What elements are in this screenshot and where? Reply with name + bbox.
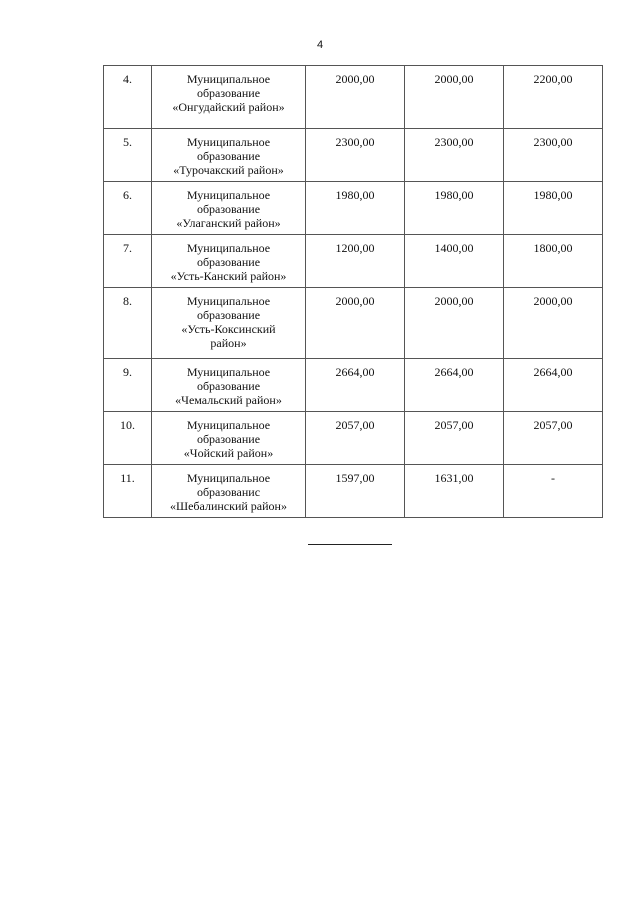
value-cell-1: 2000,00 (306, 66, 405, 129)
municipality-name-line: Муниципальное (186, 241, 271, 255)
municipality-name-line: Муниципальное (186, 418, 271, 432)
municipality-name-cell (152, 182, 306, 235)
municipality-name-line: «Улаганский район» (176, 216, 281, 230)
municipality-name-line: «Турочакский район» (173, 163, 284, 177)
end-rule-divider (308, 544, 392, 545)
table-row (104, 359, 603, 412)
row-number-cell: 4. (104, 66, 152, 129)
table-row (104, 465, 603, 518)
municipality-name-line: Муниципальное (186, 188, 271, 202)
municipality-name-line: «Усть-Коксинский (181, 322, 276, 336)
municipality-name-cell (152, 66, 306, 129)
value-cell-2: 1980,00 (405, 182, 504, 235)
municipality-name-cell (152, 465, 306, 518)
value-cell-3: 2664,00 (504, 359, 603, 412)
value-cell-2: 1631,00 (405, 465, 504, 518)
value-cell-1: 2000,00 (306, 288, 405, 359)
municipality-name-line: «Шебалинский район» (170, 499, 287, 513)
value-cell-3: 2057,00 (504, 412, 603, 465)
value-cell-1: 2664,00 (306, 359, 405, 412)
value-cell-1: 1980,00 (306, 182, 405, 235)
municipality-name-line: образование (196, 308, 261, 322)
row-number-cell: 8. (104, 288, 152, 359)
municipality-name-line: образование (196, 379, 261, 393)
table-row (104, 288, 603, 359)
municipality-name-line: «Онгудайский район» (172, 100, 285, 114)
table-row (104, 412, 603, 465)
municipality-name-line: «Чемальский район» (175, 393, 282, 407)
row-number-cell: 6. (104, 182, 152, 235)
municipality-name-line: «Усть-Канский район» (170, 269, 287, 283)
table-row (104, 182, 603, 235)
value-cell-3: 2200,00 (504, 66, 603, 129)
page-number: 4 (316, 39, 324, 51)
municipality-name-line: Муниципальное (186, 294, 271, 308)
value-cell-1: 2300,00 (306, 129, 405, 182)
municipality-name-line: Муниципальное (186, 72, 271, 86)
municipality-name-line: образованис (196, 485, 261, 499)
table-row (104, 66, 603, 129)
municipality-name-line: «Чойский район» (183, 446, 274, 460)
municipality-name-line: Муниципальное (186, 135, 271, 149)
municipality-name-line: Муниципальное (186, 471, 271, 485)
row-number-cell: 9. (104, 359, 152, 412)
data-table (103, 65, 603, 518)
value-cell-2: 2000,00 (405, 66, 504, 129)
value-cell-3: - (504, 465, 603, 518)
value-cell-2: 1400,00 (405, 235, 504, 288)
value-cell-1: 2057,00 (306, 412, 405, 465)
table-row (104, 235, 603, 288)
value-cell-1: 1200,00 (306, 235, 405, 288)
municipality-name-cell (152, 359, 306, 412)
row-number-cell: 10. (104, 412, 152, 465)
value-cell-2: 2664,00 (405, 359, 504, 412)
value-cell-2: 2057,00 (405, 412, 504, 465)
value-cell-2: 2300,00 (405, 129, 504, 182)
value-cell-2: 2000,00 (405, 288, 504, 359)
municipality-name-line: образование (196, 255, 261, 269)
row-number-cell: 11. (104, 465, 152, 518)
table-body (104, 66, 603, 518)
value-cell-3: 1980,00 (504, 182, 603, 235)
municipality-name-line: образование (196, 202, 261, 216)
municipality-name-cell (152, 288, 306, 359)
municipality-name-cell (152, 235, 306, 288)
value-cell-3: 1800,00 (504, 235, 603, 288)
municipality-name-cell (152, 129, 306, 182)
municipality-name-cell (152, 412, 306, 465)
municipality-name-line: образование (196, 432, 261, 446)
value-cell-1: 1597,00 (306, 465, 405, 518)
municipality-name-line: район» (210, 336, 247, 350)
value-cell-3: 2000,00 (504, 288, 603, 359)
municipality-name-line: образование (196, 86, 261, 100)
value-cell-3: 2300,00 (504, 129, 603, 182)
municipality-name-line: Муниципальное (186, 365, 271, 379)
table-row (104, 129, 603, 182)
row-number-cell: 7. (104, 235, 152, 288)
row-number-cell: 5. (104, 129, 152, 182)
municipality-name-line: образование (196, 149, 261, 163)
